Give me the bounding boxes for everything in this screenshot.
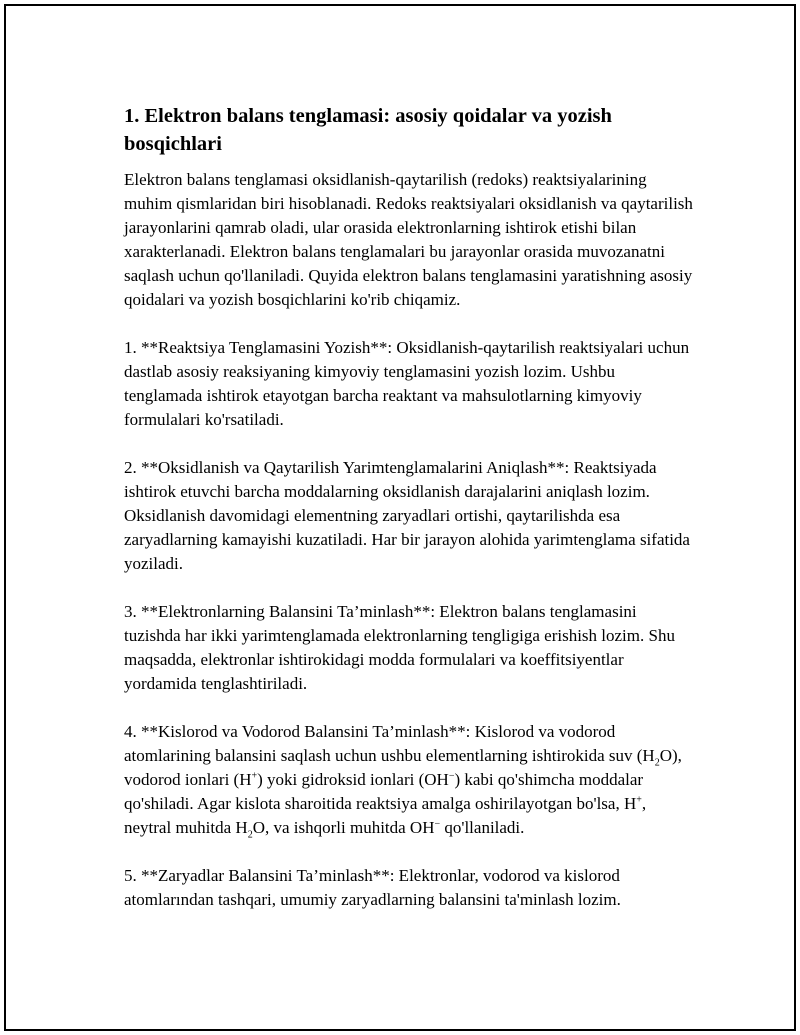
step-1-paragraph: 1. **Reaktsiya Tenglamasini Yozish**: Oksidlanish-qaytarilish reaktsiyalari uchun dastlab asosiy reaksiyaning kimyoviy tenglamasini yozish lozim. Ushbu tenglamada ishtirok etayotgan barcha reaktant va mahsulotlarning kimyoviy formulalari ko'rsatiladi. bbox=[124, 338, 690, 429]
step-3-paragraph: 3. **Elektronlarning Balansini Ta’minlash**: Elektron balans tenglamasini tuzishda har ikki yarimtenglamada elektronlarning tengligiga erishish lozim. Shu maqsadda, elektronlar ishtirokidagi modda formulalari va koeffitsiyentlar yordamida tenglashtiriladi. bbox=[124, 602, 675, 693]
intro-paragraph: Elektron balans tenglamasi oksidlanish-qaytarilish (redoks) reaktsiyalarining muhim qismlaridan biri hisoblanadi. Redoks reaktsiyalari oksidlanish va qaytarilish jarayonlarini qamrab oladi, ular orasida elektronlarning ishtirok etishi bilan xarakterlanadi. Elektron balans tenglamalari bu jarayonlar orasida muvozanatni saqlash uchun qo'llaniladi. Quyida elektron balans tenglamasini yaratishning asosiy qoidalari va yozish bosqichlarini ko'rib chiqamiz. bbox=[124, 170, 693, 309]
document-body bbox=[124, 102, 694, 936]
step-4-subscript-1: 2 bbox=[654, 757, 660, 769]
step-4-superscript-1: + bbox=[251, 770, 258, 782]
step-5-paragraph: 5. **Zaryadlar Balansini Ta’minlash**: Elektronlar, vodorod va kislorod atomlarından tashqari, umumiy zaryadlarning balansini ta'minlash lozim. bbox=[124, 866, 621, 909]
step-2-paragraph: 2. **Oksidlanish va Qaytarilish Yarimtenglamalarini Aniqlash**: Reaktsiyada ishtirok etuvchi barcha moddalarning oksidlanish darajalarini aniqlash lozim. Oksidlanish davomidagi elementning zaryadlari ortishi, qaytarilishda esa zaryadlarning kamayishi kuzatiladi. Har bir jarayon alohida yarimtenglama sifatida yoziladi. bbox=[124, 458, 690, 573]
step-4-superscript-3: + bbox=[636, 794, 642, 806]
step-4-text-1: 4. **Kislorod va Vodorod Balansini Ta’minlash**: Kislorod va vodorod atomlarining balansini saqlash uchun ushbu elementlarning ishtirokida suv (H bbox=[124, 722, 655, 765]
step-4-subscript-2: 2 bbox=[247, 829, 253, 841]
step-4-superscript-4: − bbox=[434, 818, 441, 830]
step-4-text-7: qo'llaniladi. bbox=[440, 818, 525, 837]
step-4-text-4: ) kabi qo'shimcha moddalar qo'shiladi. Agar kislota sharoitida reaktsiya amalga oshirilayotgan bo'lsa, H bbox=[124, 770, 644, 813]
step-4-superscript-2: − bbox=[448, 770, 455, 782]
section-heading: 1. Elektron balans tenglamasi: asosiy qoidalar va yozish bosqichlari bbox=[124, 105, 612, 155]
step-4-text-5: , neytral muhitda H bbox=[124, 794, 647, 837]
page-frame bbox=[4, 4, 796, 1031]
step-4-text-2: O), vodorod ionlari (H bbox=[124, 746, 682, 789]
step-4-paragraph bbox=[124, 720, 694, 840]
step-4-text-6: O, va ishqorli muhitda OH bbox=[252, 818, 435, 837]
step-4-text-3: ) yoki gidroksid ionlari (OH bbox=[257, 770, 449, 789]
